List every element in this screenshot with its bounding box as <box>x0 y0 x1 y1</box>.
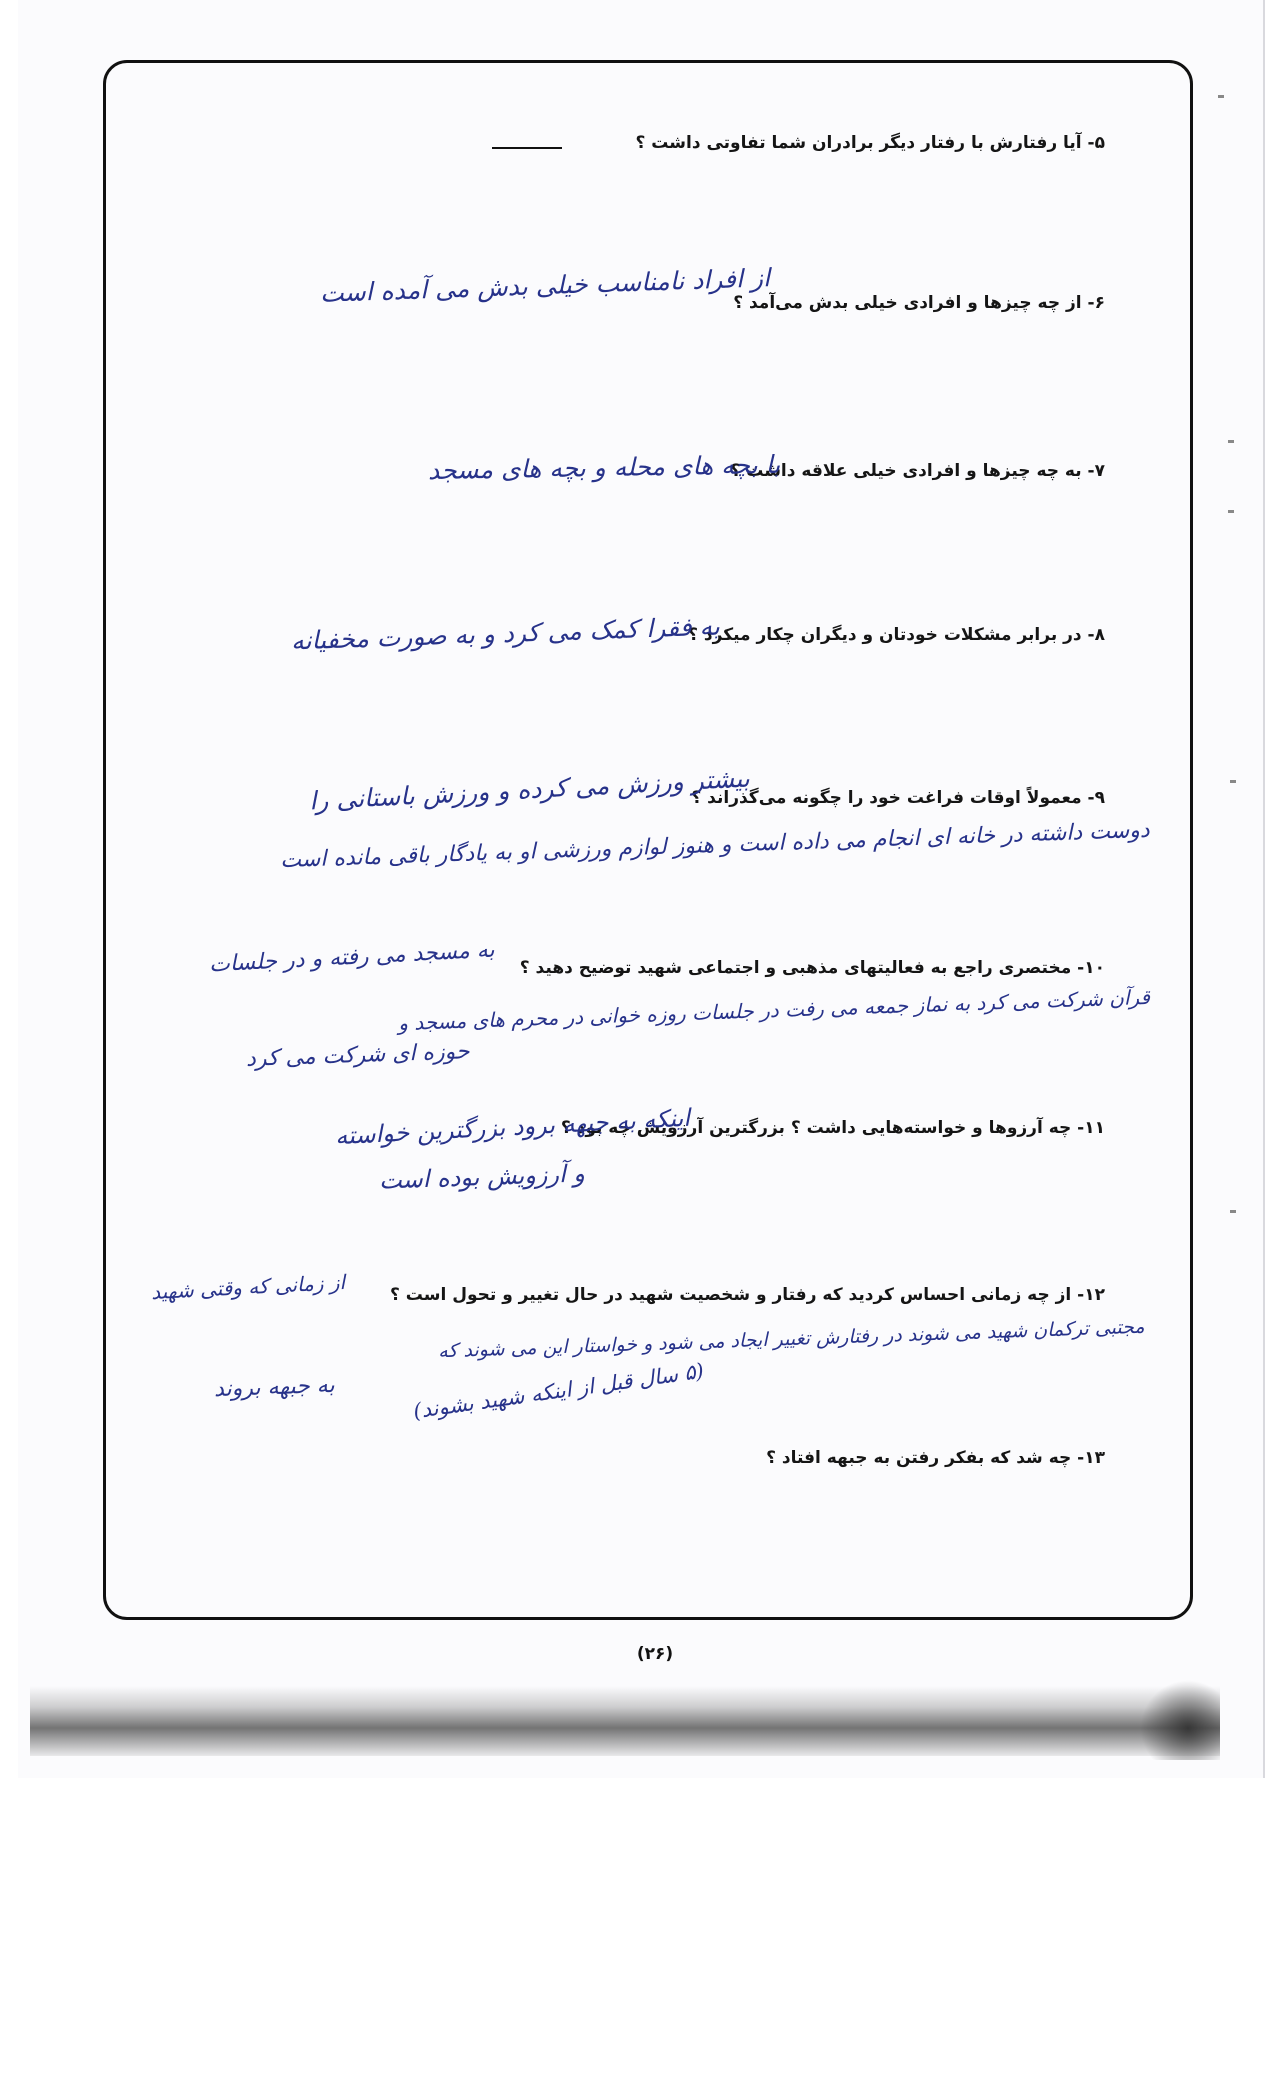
question-11: ۱۱- چه آرزوها و خواسته‌هایی داشت ؟ بزرگترین آرزویش چه بود ؟ <box>560 1118 1105 1138</box>
question-13: ۱۳- چه شد که بفکر رفتن به جبهه افتاد ؟ <box>766 1448 1105 1468</box>
scan-shadow <box>30 1686 1220 1756</box>
scan-mark <box>1218 95 1224 98</box>
answer-12-line-4: (۵ سال قبل از اینکه شهید بشوند) <box>411 1358 706 1424</box>
answer-9-line-1: بیشتر ورزش می کرده و ورزش باستانی را <box>308 763 751 816</box>
question-6: ۶- از چه چیزها و افرادی خیلی بدش می‌آمد ؟ <box>733 293 1105 313</box>
question-5: ۵- آیا رفتارش با رفتار دیگر برادران شما تفاوتی داشت ؟ <box>635 133 1105 153</box>
answer-11-line-1: اینکه به جبهه برود بزرگترین خواسته <box>334 1103 691 1151</box>
scan-mark <box>1230 1210 1236 1213</box>
answer-12-line-3: به جبهه بروند <box>213 1372 336 1403</box>
question-7: ۷- به چه چیزها و افرادی خیلی علاقه داشت ؟ <box>730 461 1105 481</box>
question-9: ۹- معمولاً اوقات فراغت خود را چگونه می‌گذراند ؟ <box>691 788 1105 808</box>
question-12: ۱۲- از چه زمانی احساس کردید که رفتار و شخصیت شهید در حال تغییر و تحول است ؟ <box>390 1285 1105 1305</box>
answer-10-line-3: حوزه ای شرکت می کرد <box>246 1039 471 1072</box>
scan-mark <box>1228 510 1234 513</box>
answer-8-line-1: به فقرا کمک می کرد و به صورت مخفیانه <box>290 611 721 656</box>
answer-10-line-2: قرآن شرکت می کرد به نماز جمعه می رفت در جلسات روزه خوانی در محرم های مسجد و <box>397 984 1151 1036</box>
scan-mark <box>1228 440 1234 443</box>
scan-mark <box>1230 780 1236 783</box>
answer-11-line-2: و آرزویش بوده است <box>378 1159 586 1195</box>
answer-9-line-2: دوست داشته در خانه ای انجام می داده است و هنوز لوازم ورزشی او به یادگار باقی مانده است <box>279 817 1151 874</box>
question-8: ۸- در برابر مشکلات خودتان و دیگران چکار میکرد ؟ <box>688 625 1105 645</box>
answer-12-line-2: مجتبی ترکمان شهید می شوند در رفتارش تغییر ایجاد می شود و خواستار این می شوند که <box>438 1315 1146 1363</box>
page-number: (۲۶) <box>636 1644 674 1664</box>
question-5-blank-line <box>492 147 562 149</box>
answer-7-line-1: با بچه های محله و بچه های مسجد <box>427 449 781 486</box>
answer-6-line-1: از افراد نامناسب خیلی بدش می آمده است <box>319 263 771 308</box>
question-10: ۱۰- مختصری راجع به فعالیتهای مذهبی و اجتماعی شهید توضیح دهید ؟ <box>519 958 1105 978</box>
answer-12-line-1: از زمانی که وقتی شهید <box>150 1269 346 1305</box>
scan-shadow-corner <box>1140 1680 1220 1760</box>
question-frame <box>103 60 1193 1620</box>
answer-10-line-1: به مسجد می رفته و در جلسات <box>208 937 496 978</box>
